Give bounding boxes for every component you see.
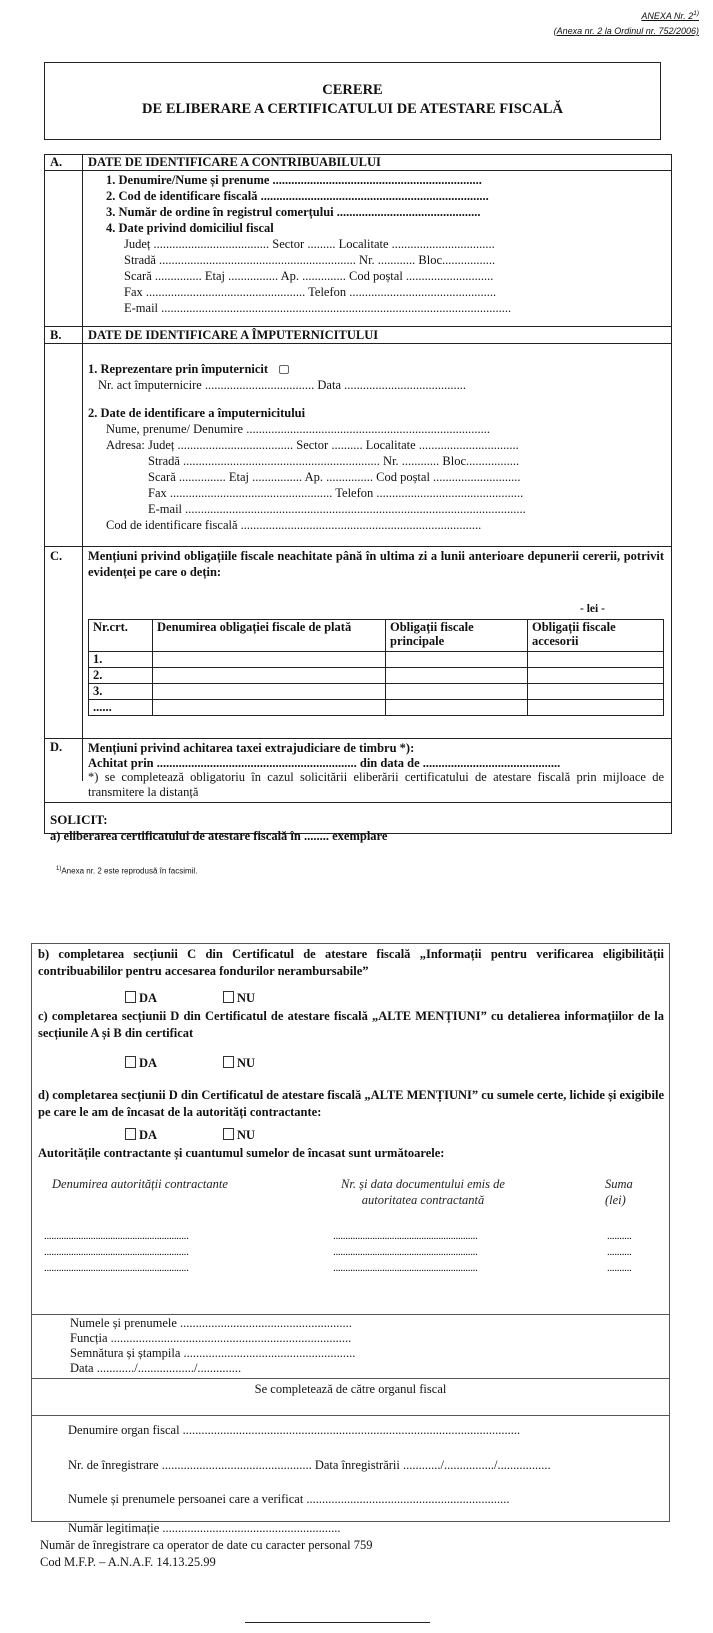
column-header-principal: Obligații fiscale principale [386, 620, 528, 652]
cell-principal[interactable] [386, 668, 528, 684]
field-proxy-name[interactable]: Nume, prenume/ Denumire .............................................................................. [106, 422, 490, 436]
option-d-text: d) completarea secțiunii D din Certificatul de atestare fiscală „ALTE MENȚIUNI” cu sumele certe, lichide și exigibile pe care le am de încasat de la autorități contractante: [38, 1088, 664, 1119]
checkbox-c-yes[interactable] [125, 1056, 136, 1068]
cell-accessory[interactable] [528, 684, 664, 700]
section-b-heading: DATE DE IDENTIFICARE A ÎMPUTERNICITULUI [88, 328, 379, 342]
field-id-number[interactable]: Număr legitimație ......................................................... [68, 1521, 341, 1535]
document-title-box [44, 62, 661, 140]
option-label: NU [237, 991, 256, 1005]
field-signature-date[interactable]: Data ............/................../.............. [70, 1361, 242, 1375]
field-proxy-fax[interactable]: Fax .................................................... Telefon ............................................... [148, 486, 524, 500]
field-signatory-name[interactable]: Numele și prenumele ....................................................... [70, 1316, 352, 1330]
cell-accessory[interactable] [528, 652, 664, 668]
form-code: Cod M.F.P. – A.N.A.F. 14.13.25.99 [40, 1555, 216, 1569]
checkbox-c-no[interactable] [223, 1056, 234, 1068]
field-domicile-stair[interactable]: Scară ............... Etaj ................ Ap. .............. Cod poștal ............................ [124, 269, 494, 283]
field-proxy-email[interactable]: E-mail ............................................................................................................. [148, 502, 526, 516]
checkbox-d-no[interactable] [223, 1128, 234, 1140]
option-label: NU [237, 1056, 256, 1070]
field-signatory-function[interactable]: Funcția ............................................................................. [70, 1331, 352, 1345]
table-row [89, 700, 664, 716]
field-name[interactable]: 1. Denumire/Nume și prenume ................................................................... [106, 173, 482, 187]
field-amount-3[interactable]: .......... [607, 1262, 632, 1274]
solicit-heading: SOLICIT: [50, 812, 108, 827]
column-header-accessory: Obligații fiscale accesorii [528, 620, 664, 652]
divider [31, 1314, 670, 1315]
fiscal-authority-heading: Se completează de către organul fiscal [254, 1382, 447, 1396]
column-document: Nr. și data documentului emis de autoritatea contractantă [341, 1177, 505, 1207]
table-row [89, 684, 664, 700]
field-trade-register[interactable]: 3. Număr de ordine în registrul comerțului .............................................. [106, 205, 481, 219]
cell-obligation-name[interactable] [153, 652, 386, 668]
proxy-ident-heading: 2. Date de identificare a împuternicitului [88, 406, 306, 420]
divider [31, 1415, 670, 1416]
field-domicile-fax[interactable]: Fax ................................................... Telefon ............................................... [124, 285, 497, 299]
cell-accessory[interactable] [528, 700, 664, 716]
field-proxy-street[interactable]: Stradă ............................................................... Nr. ............ Bloc................. [148, 454, 520, 468]
field-registration-number[interactable]: Nr. de înregistrare ................................................ Data înregistrării ............/................/................. [68, 1458, 551, 1472]
cell-nr: ...... [89, 700, 153, 716]
section-d-heading: Mențiuni privind achitarea taxei extrajudiciare de timbru *): [88, 741, 415, 755]
label-column-divider [82, 154, 83, 781]
currency-unit: - lei - [580, 603, 605, 615]
option-c-yes[interactable] [125, 1056, 157, 1071]
option-label: NU [237, 1128, 256, 1142]
section-b-letter: B. [50, 328, 62, 342]
proxy-representation-label [88, 361, 292, 377]
column-header-nr: Nr.crt. [89, 620, 153, 652]
authorities-heading: Autoritățile contractante și cuantumul sumelor de încasat sunt următoarele: [38, 1146, 445, 1160]
field-proxy-act[interactable]: Nr. act împuternicire ................................... Data ....................................... [98, 378, 466, 392]
field-copies-requested[interactable]: a) eliberarea certificatului de atestare fiscală în ........ exemplare [50, 829, 388, 843]
field-proxy-fiscal-code[interactable]: Cod de identificare fiscală ............................................................................. [106, 518, 482, 532]
option-label: DA [139, 1056, 158, 1070]
section-a-heading: DATE DE IDENTIFICARE A CONTRIBUABILULUI [88, 155, 381, 169]
field-authority-2[interactable]: ........................................................... [44, 1246, 189, 1258]
cell-principal[interactable] [386, 652, 528, 668]
option-b-no[interactable] [223, 991, 255, 1006]
field-stamp-tax-paid[interactable]: Achitat prin ................................................................ din data de ............................................ [88, 756, 561, 770]
cell-principal[interactable] [386, 700, 528, 716]
field-domicile-county[interactable]: Județ ..................................... Sector ......... Localitate ................................. [124, 237, 495, 251]
field-verifier-name[interactable]: Numele și prenumele persoanei care a verificat ................................................................. [68, 1492, 510, 1506]
cell-nr: 1. [89, 652, 153, 668]
field-amount-2[interactable]: .......... [607, 1246, 632, 1258]
table-row [89, 668, 664, 684]
option-c-text: c) completarea secțiunii D din Certificatul de atestare fiscală „ALTE MENȚIUNI” cu detalierea informațiilor de la secțiunile A și B din certificat [38, 1009, 664, 1040]
section-c-heading: Mențiuni privind obligațiile fiscale neachitate până în ultima zi a lunii anterioare depunerii cererii, potrivit evidenței pe care o dețin: [88, 549, 664, 579]
data-operator-number: Număr de înregistrare ca operator de date cu caracter personal 759 [40, 1538, 373, 1552]
field-document-2[interactable]: ........................................................... [333, 1246, 478, 1258]
outstanding-obligations-table [88, 619, 664, 716]
checkbox-b-no[interactable] [223, 991, 234, 1003]
divider [44, 343, 672, 344]
cell-accessory[interactable] [528, 668, 664, 684]
column-authority-name: Denumirea autorității contractante [52, 1177, 228, 1191]
option-c-no[interactable] [223, 1056, 255, 1071]
checkbox-b-yes[interactable] [125, 991, 136, 1003]
option-d-yes[interactable] [125, 1128, 157, 1143]
section-d-note: *) se completează obligatoriu în cazul solicitării eliberării certificatului de atestare fiscală prin mijloace de transmitere la distanță [88, 770, 664, 799]
option-d-no[interactable] [223, 1128, 255, 1143]
section-d-letter: D. [50, 740, 63, 754]
option-b-text: b) completarea secțiunii C din Certificatul de atestare fiscală „Informații pentru verificarea eligibilității contribuabililor pentru accesarea fondurilor nerambursabile” [38, 947, 664, 978]
cell-principal[interactable] [386, 684, 528, 700]
footnote [56, 866, 197, 876]
divider [44, 802, 672, 803]
document-subtitle: DE ELIBERARE A CERTIFICATULUI DE ATESTARE FISCALĂ [142, 101, 563, 117]
section-a-letter: A. [50, 155, 63, 169]
section-c-letter: C. [50, 549, 63, 563]
field-document-1[interactable]: ........................................................... [333, 1230, 478, 1242]
field-authority-3[interactable]: ........................................................... [44, 1262, 189, 1274]
divider [44, 738, 672, 739]
field-document-3[interactable]: ........................................................... [333, 1262, 478, 1274]
proxy-representation-text: 1. Reprezentare prin împuternicit [88, 362, 269, 376]
option-b-yes[interactable] [125, 991, 157, 1006]
bottom-note [40, 1537, 372, 1571]
option-label: DA [139, 991, 158, 1005]
cell-obligation-name[interactable] [153, 700, 386, 716]
cell-obligation-name[interactable] [153, 684, 386, 700]
cell-nr: 2. [89, 668, 153, 684]
annex-superscript: 1) [693, 10, 699, 17]
annex-reference [554, 6, 699, 39]
checkbox-d-yes[interactable] [125, 1128, 136, 1140]
annex-number: ANEXA Nr. 2 [641, 11, 694, 21]
field-proxy-stair[interactable]: Scară ............... Etaj ................ Ap. ............... Cod poștal ............................ [148, 470, 521, 484]
field-domicile-email[interactable]: E-mail ................................................................................................................ [124, 301, 512, 315]
field-domicile-street[interactable]: Stradă ............................................................... Nr. ............ Bloc................. [124, 253, 496, 267]
field-fiscal-organ[interactable]: Denumire organ fiscal ............................................................................................................ [68, 1423, 521, 1437]
field-proxy-county[interactable]: Adresa: Județ ..................................... Sector .......... Localitate ................................ [106, 438, 519, 452]
divider [44, 546, 672, 547]
footnote-marker: 1) [56, 866, 62, 872]
cell-obligation-name[interactable] [153, 668, 386, 684]
footnote-text: Anexa nr. 2 este reprodusă în facsimil. [61, 866, 198, 876]
annex-order-reference: (Anexa nr. 2 la Ordinul nr. 752/2006) [553, 26, 699, 36]
table-row [89, 652, 664, 668]
field-amount-1[interactable]: .......... [607, 1230, 632, 1242]
bottom-rule [245, 1622, 430, 1623]
column-header-obligation-name: Denumirea obligației fiscale de plată [153, 620, 386, 652]
field-authority-1[interactable]: ........................................................... [44, 1230, 189, 1242]
divider [44, 170, 672, 171]
fiscal-domicile-heading: 4. Date privind domiciliul fiscal [106, 221, 274, 235]
field-signature-stamp[interactable]: Semnătura și ștampila ....................................................... [70, 1346, 356, 1360]
document-title: CERERE [322, 82, 383, 98]
column-amount: Suma (lei) [605, 1177, 633, 1207]
proxy-representation-checkbox[interactable] [279, 365, 289, 374]
cell-nr: 3. [89, 684, 153, 700]
option-label: DA [139, 1128, 158, 1142]
divider [31, 1378, 670, 1379]
field-fiscal-code[interactable]: 2. Cod de identificare fiscală ......................................................................... [106, 189, 489, 203]
